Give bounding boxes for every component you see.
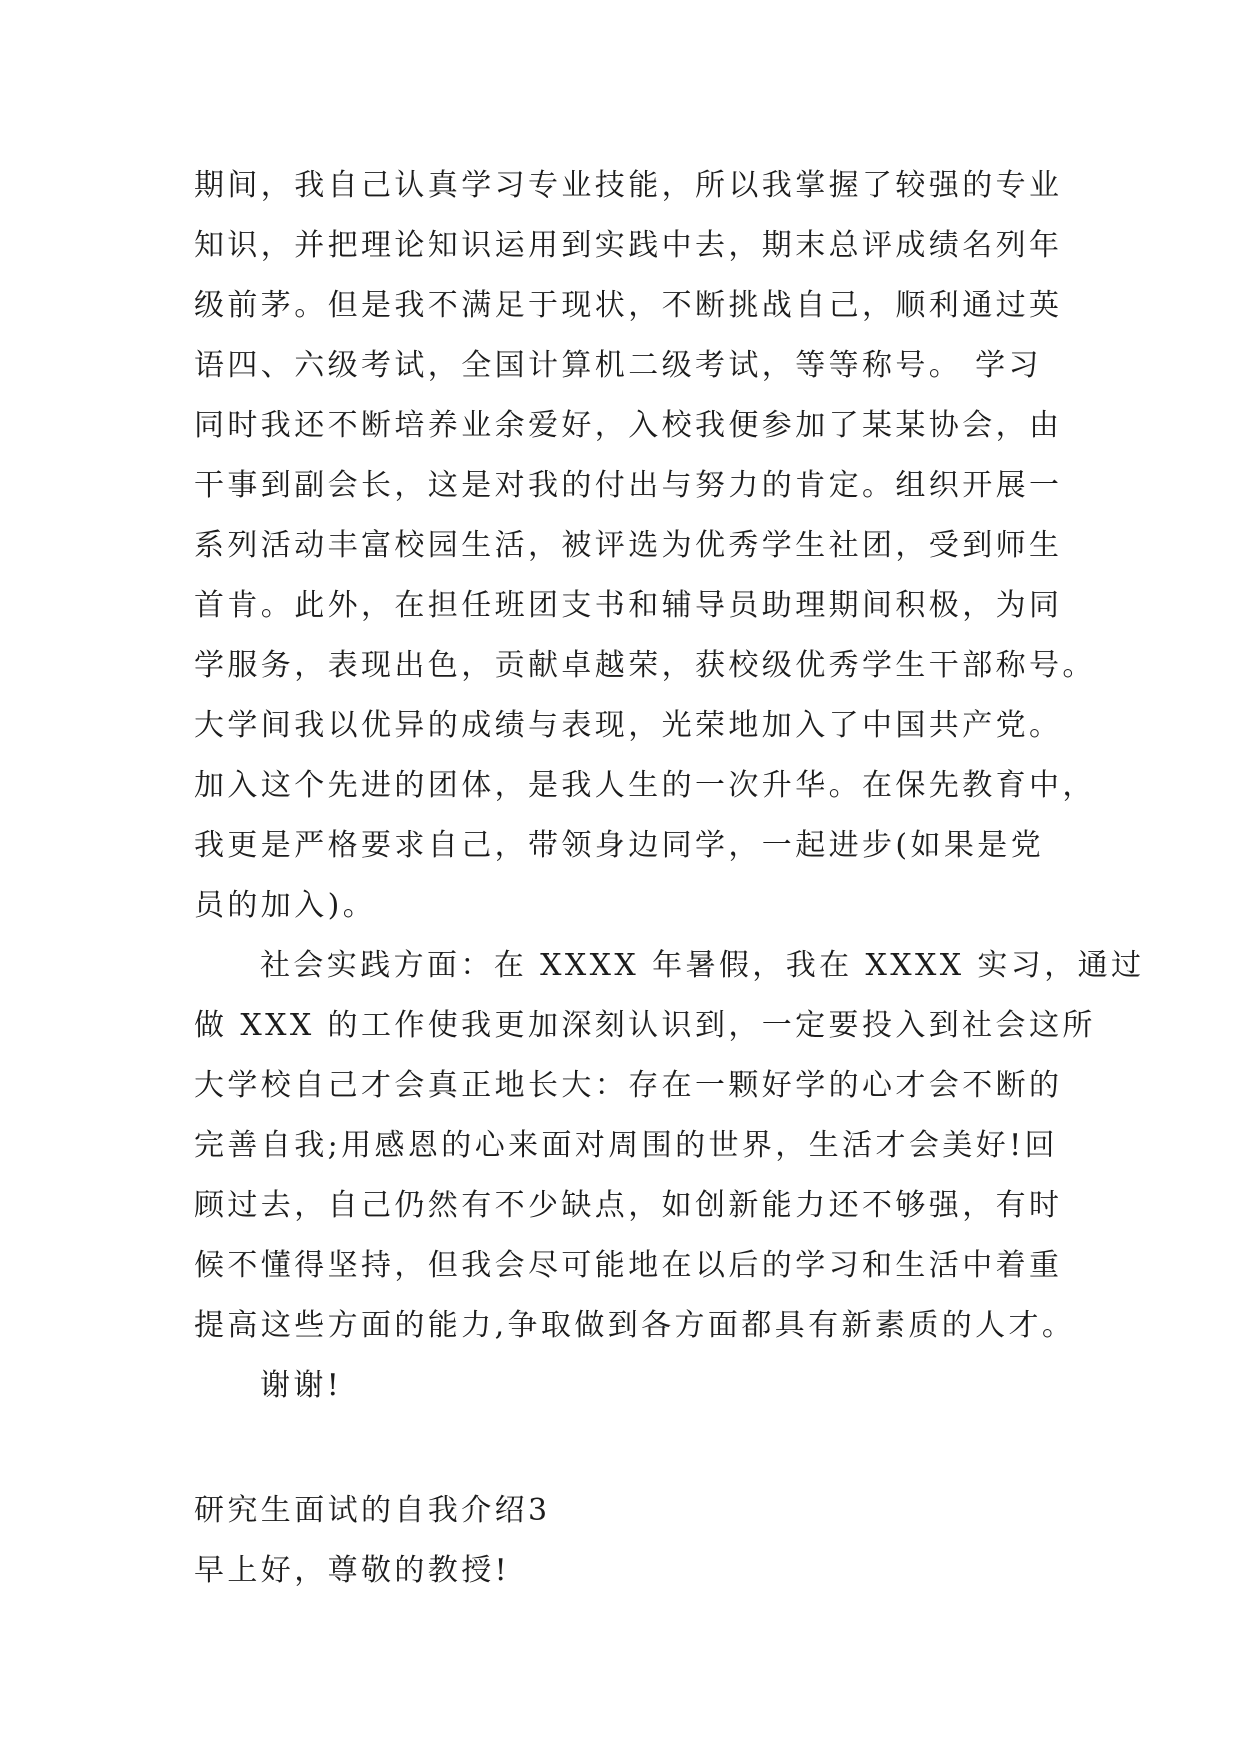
- document-body: [194, 156, 1194, 1601]
- text-line: 加入这个先进的团体，是我人生的一次升华。在保先教育中，: [194, 768, 1096, 803]
- text-line: 提高这些方面的能力,争取做到各方面都具有新素质的人才。: [194, 1308, 1076, 1343]
- paragraph-academic: [194, 156, 1194, 936]
- text-line: 大学间我以优异的成绩与表现，光荣地加入了中国共产党。: [194, 708, 1063, 743]
- text-line: 级前茅。但是我不满足于现状，不断挑战自己，顺利通过英: [194, 288, 1063, 323]
- paragraph-social-practice: [194, 936, 1194, 1356]
- paragraph-closing: [194, 1356, 1194, 1416]
- text-line: 语四、六级考试，全国计算机二级考试，等等称号。 学习: [194, 348, 1042, 383]
- text-line: 大学校自己才会真正地长大：存在一颗好学的心才会不断的: [194, 1068, 1063, 1103]
- text-line: 做 XXX 的工作使我更加深刻认识到，一定要投入到社会这所: [194, 1008, 1096, 1043]
- greeting-text: 早上好，尊敬的教授!: [194, 1553, 511, 1588]
- section-title: 研究生面试的自我介绍3: [194, 1493, 551, 1528]
- text-line: 系列活动丰富校园生活，被评选为优秀学生社团，受到师生: [194, 528, 1063, 563]
- text-line: 我更是严格要求自己，带领身边同学，一起进步(如果是党: [194, 828, 1045, 863]
- text-line: 顾过去，自己仍然有不少缺点，如创新能力还不够强，有时: [194, 1188, 1063, 1223]
- text-line: 同时我还不断培养业余爱好，入校我便参加了某某协会，由: [194, 408, 1063, 443]
- text-line: 社会实践方面：在 XXXX 年暑假，我在 XXXX 实习，通过: [260, 948, 1145, 983]
- text-line: 期间，我自己认真学习专业技能，所以我掌握了较强的专业: [194, 168, 1063, 203]
- text-line: 候不懂得坚持，但我会尽可能地在以后的学习和生活中着重: [194, 1248, 1063, 1283]
- text-line: 完善自我;用感恩的心来面对周围的世界，生活才会美好!回: [194, 1128, 1058, 1163]
- text-line: 员的加入)。: [194, 888, 377, 923]
- text-line: 知识，并把理论知识运用到实践中去，期末总评成绩名列年: [194, 228, 1063, 263]
- text-line: 学服务，表现出色，贡献卓越荣，获校级优秀学生干部称号。: [194, 648, 1096, 683]
- next-section: [194, 1481, 1194, 1601]
- text-line: 干事到副会长，这是对我的付出与努力的肯定。组织开展一: [194, 468, 1063, 503]
- text-line: 首肯。此外，在担任班团支书和辅导员助理期间积极，为同: [194, 588, 1063, 623]
- closing-text: 谢谢!: [260, 1368, 343, 1403]
